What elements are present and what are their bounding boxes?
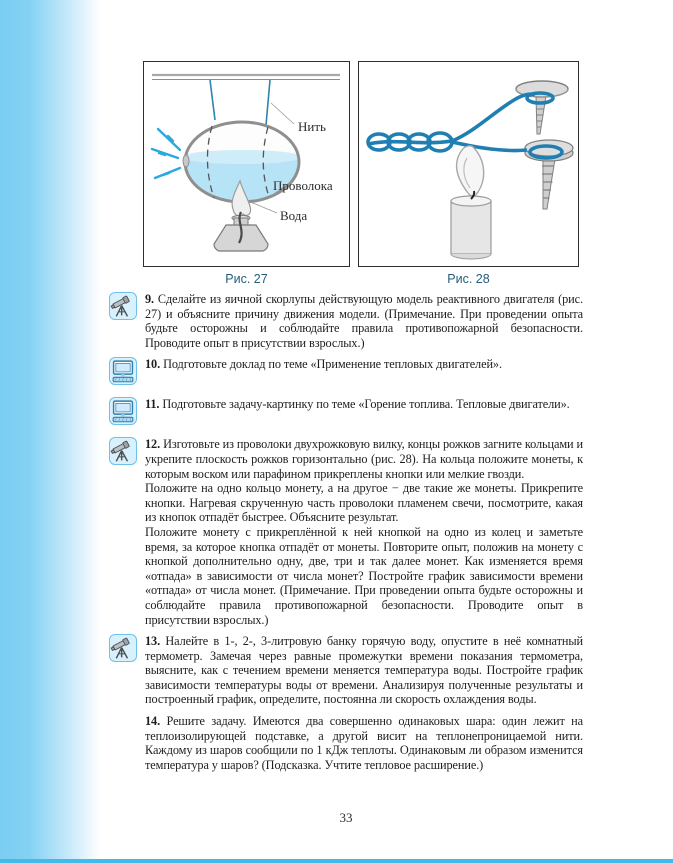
upper-screw [516,81,568,134]
eggshell-jet-model-illustration [144,62,347,264]
task-10-icon-column [109,357,145,390]
task-14-body: Решите задачу. Имеются два совершенно одинаковых шара: один лежит на теплоизолирующей подставке, а другой висит на теплонепроницаемой нити. Каждому из шаров сообщили по 1 кДж теплоты. Одинаковым ли образом изменится температура у шаров? (Подсказка. Учтите тепловое расширение.) [145,714,583,772]
task-13 [109,634,583,707]
task-12-number: 12. [145,437,161,452]
task-11-icon-column [109,397,145,430]
computer-icon [109,397,137,425]
task-11-paragraph [145,397,583,412]
task-list [109,292,583,779]
telescope-icon [109,437,137,465]
task-12-paragraph-2: Положите на одно кольцо монету, а на другое − две такие же монеты. Прикрепите кнопки. Нагревая скрученную часть проволоки пламенем свечи, посмотрите, какая из кнопок отпадёт быстрее. Объясните результат. [145,481,583,525]
task-11 [109,397,583,430]
figure-28-caption: Рис. 28 [447,272,490,286]
task-13-text [145,634,583,707]
task-9-text [145,292,583,350]
task-9-body: Сделайте из яичной скорлупы действующую модель реактивного двигателя (рис. 27) и объясните причину движения модели. (Примечание. При проведении опыта будьте осторожны и соблюдайте правила противопожарной безопасности. Проводите опыт в присутствии взрослых.) [145,292,583,350]
task-9-icon-column [109,292,145,350]
task-9-number: 9. [145,292,155,306]
task-14 [109,714,583,772]
page-number: 33 [339,810,353,825]
task-14-icon-column [109,714,145,772]
task-12-text [145,437,583,627]
task-10-number: 10. [145,357,161,372]
candle [451,191,491,259]
figure-27-image [143,61,350,267]
figure-label-wire: Проволока [273,178,333,193]
steam-jet [152,129,180,178]
task-10-paragraph [145,357,583,372]
task-12-paragraph-3: Положите монету с прикреплённой к ней кнопкой на одно из колец и заметьте время, за которое кнопка отпадёт от монеты. Повторите опыт, положив на монету с кнопкой дополнительно одну, две, три и так далее монет. Как изменяется время «отпада» в зависимости от числа монет? Постройте график зависимости времени «отпада» от числа монет. (Примечание. При проведении опыта будьте осторожны и соблюдайте правила противопожарной безопасности. Проводите опыт в присутствии взрослых.) [145,524,583,627]
spirit-burner [214,212,268,251]
task-10 [109,357,583,390]
egg-hole [183,155,189,167]
figure-label-thread: Нить [298,119,326,134]
task-12-icon-column [109,437,145,627]
task-14-text [145,714,583,772]
telescope-icon [109,634,137,662]
figure-27-caption: Рис. 27 [225,272,268,286]
telescope-icon [109,292,137,320]
task-11-text [145,397,583,430]
task-11-body: Подготовьте задачу-картинку по теме «Горение топлива. Тепловые двигатели». [162,397,570,412]
figure-28-image [358,61,579,267]
page-bottom-border [0,859,673,863]
ceiling-rod [152,75,340,80]
page-edge-gradient [0,0,100,863]
task-13-icon-column [109,634,145,707]
task-14-number: 14. [145,714,161,729]
task-12-body-1: Изготовьте из проволоки двухрожковую вилку, концы рожков загните кольцами и укрепите плоскость рожков горизонтально (рис. 28). На кольца положите монеты, к которым воском или парафином прикреплены кнопки или мелкие гвозди. [145,437,583,481]
task-12-paragraph-1 [145,437,583,481]
task-11-number: 11. [145,397,160,412]
task-12 [109,437,583,627]
figures-row [143,61,579,286]
wire-fork-illustration [359,62,576,264]
computer-icon [109,357,137,385]
figure-label-water: Вода [280,208,308,223]
figure-28 [358,61,579,286]
task-9 [109,292,583,350]
task-13-body: Налейте в 1-, 2-, 3-литровую банку горячую воду, опустите в неё комнатный термометр. Замечая через равные промежутки времени показания термометра, выясните, как с течением времени меняется температура воды. Постройте график зависимости температуры воды от времени. Анализируя полученные результаты и построенный график, определите, постоянна ли скорость охлаждения воды. [145,634,583,707]
threads [210,80,270,125]
task-10-body: Подготовьте доклад по теме «Применение тепловых двигателей». [163,357,502,372]
figure-27 [143,61,350,286]
task-10-text [145,357,583,390]
task-13-paragraph [145,634,583,707]
task-14-paragraph [145,714,583,772]
task-13-number: 13. [145,634,161,649]
task-9-paragraph [145,292,583,350]
candle-flame [456,146,483,196]
